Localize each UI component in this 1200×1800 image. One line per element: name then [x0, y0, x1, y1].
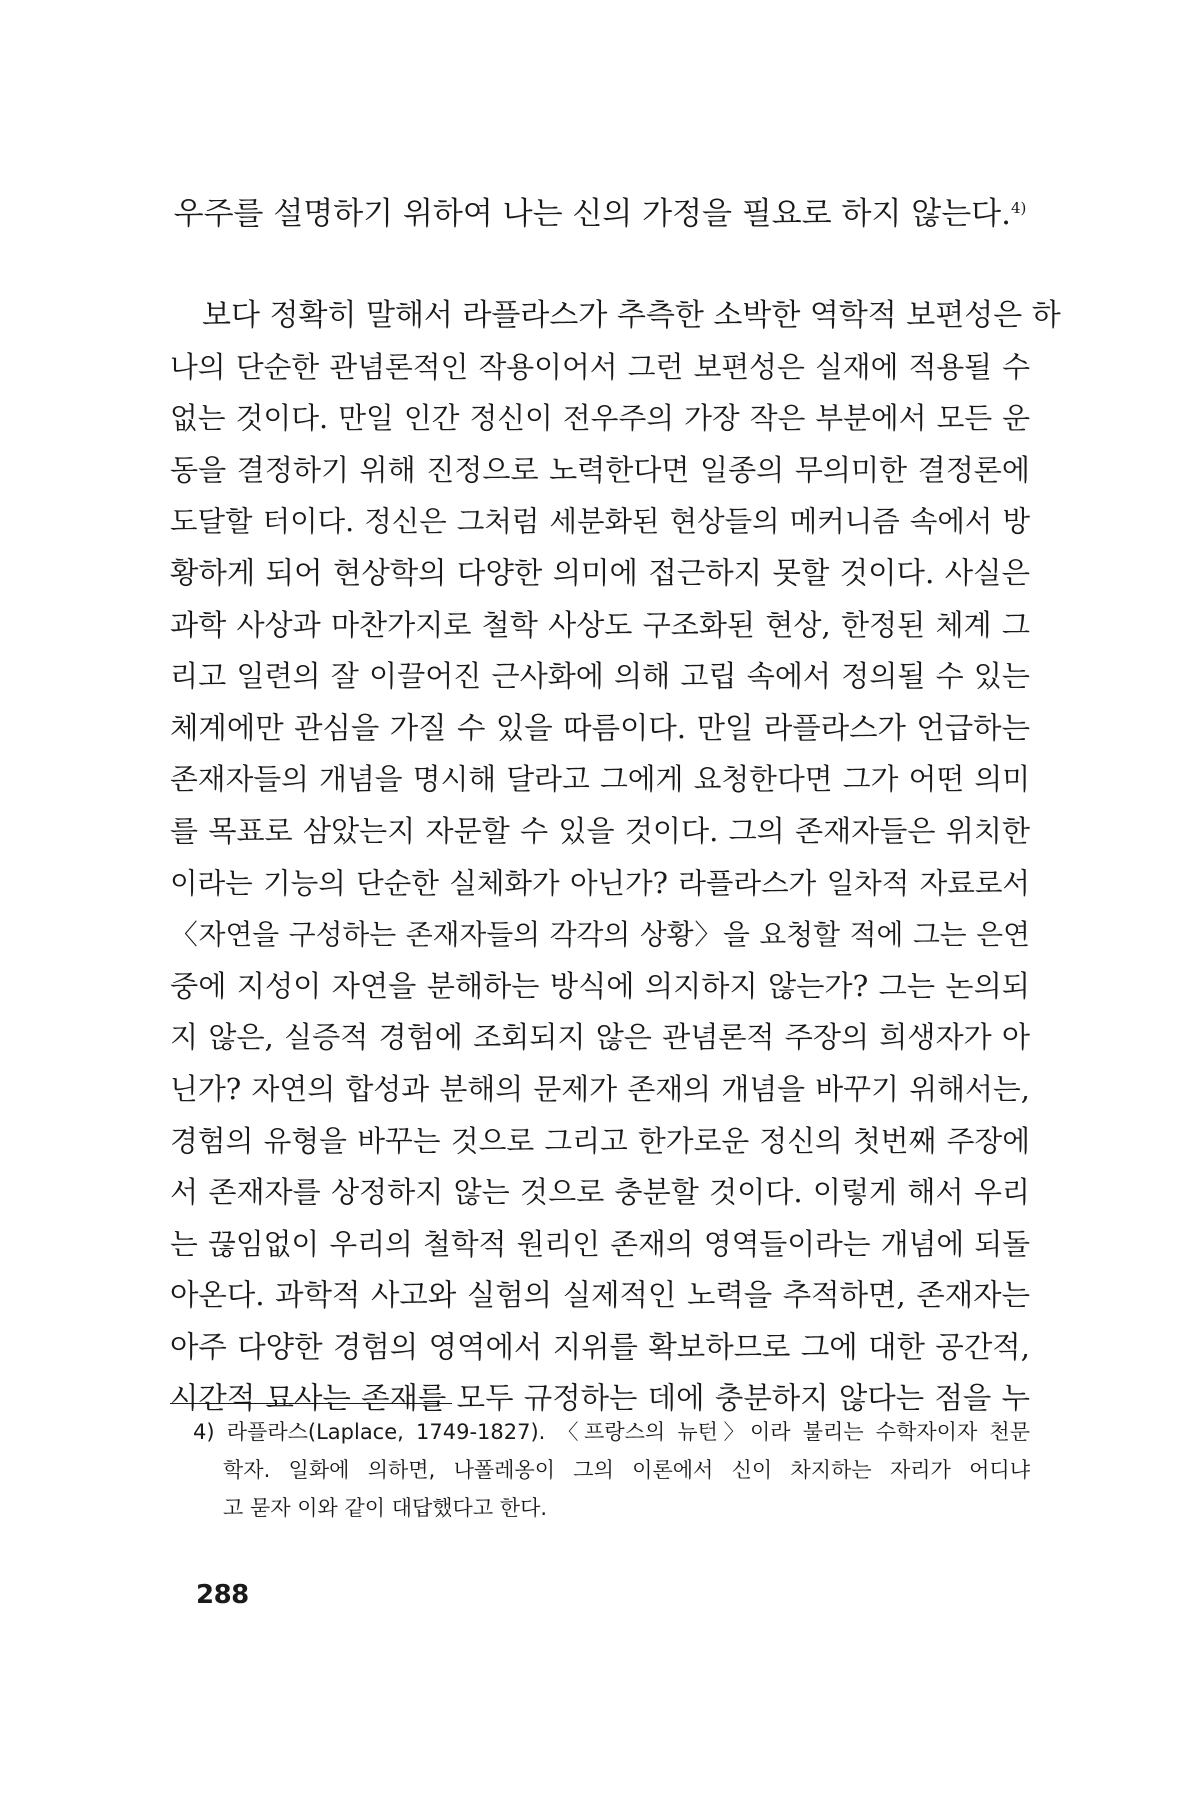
body-line: 황하게 되어 현상학의 다양한 의미에 접근하지 못할 것이다. 사실은 [170, 555, 1030, 590]
body-line: 서 존재자를 상정하지 않는 것으로 충분할 것이다. 이렇게 해서 우리 [170, 1175, 1030, 1210]
footnote-reference: 4) [1010, 199, 1027, 217]
epigraph-quote [170, 192, 1030, 236]
body-line: 경험의 유형을 바꾸는 것으로 그리고 한가로운 정신의 첫번째 주장에 [170, 1123, 1030, 1158]
footnote [193, 1413, 1030, 1527]
footnote-line: 4) 라플라스(Laplace, 1749-1827). 〈프랑스의 뉴턴〉이라 불리는 수학자이자 천문 [193, 1420, 1030, 1444]
body-line: 보다 정확히 말해서 라플라스가 추측한 소박한 역학적 보편성은 하 [202, 298, 1061, 333]
body-line: 지 않은, 실증적 경험에 조회되지 않은 관념론적 주장의 희생자가 아 [170, 1020, 1030, 1055]
body-line: 존재자들의 개념을 명시해 달라고 그에게 요청한다면 그가 어떤 의미 [170, 762, 1030, 797]
body-line: 과학 사상과 마찬가지로 철학 사상도 구조화된 현상, 한정된 체계 그 [170, 607, 1030, 642]
body-line: 이라는 기능의 단순한 실체화가 아닌가? 라플라스가 일차적 자료로서 [170, 865, 1030, 900]
body-line: 리고 일련의 잘 이끌어진 근사화에 의해 고립 속에서 정의될 수 있는 [170, 659, 1030, 694]
body-line: 도달할 터이다. 정신은 그처럼 세분화된 현상들의 메커니즘 속에서 방 [170, 505, 1030, 539]
body-line: 없는 것이다. 만일 인간 정신이 전우주의 가장 작은 부분에서 모든 운 [170, 401, 1030, 436]
body-line: 체계에만 관심을 가질 수 있을 따름이다. 만일 라플라스가 언급하는 [170, 710, 1030, 745]
body-text [170, 290, 1061, 1425]
body-line: 나의 단순한 관념론적인 작용이어서 그런 보편성은 실재에 적용될 수 [170, 349, 1030, 384]
footnote-divider [170, 1403, 452, 1404]
body-line: 시간적 묘사는 존재를 모두 규정하는 데에 충분하지 않다는 점을 누 [170, 1381, 1030, 1416]
body-line: 중에 지성이 자연을 분해하는 방식에 의지하지 않는가? 그는 논의되 [170, 968, 1030, 1003]
page-number: 288 [196, 1580, 249, 1610]
body-line: 를 목표로 삼았는지 자문할 수 있을 것이다. 그의 존재자들은 위치한 [170, 813, 1030, 848]
body-line: 〈자연을 구성하는 존재자들의 각각의 상황〉을 요청할 적에 그는 은연 [170, 918, 1030, 952]
footnote-line: 고 묻자 이와 같이 대답했다고 한다. [223, 1496, 548, 1520]
body-line: 아온다. 과학적 사고와 실험의 실제적인 노력을 추적하면, 존재자는 [170, 1278, 1030, 1313]
quote-text: 우주를 설명하기 위하여 나는 신의 가정을 필요로 하지 않는다. [173, 196, 1011, 232]
body-line: 닌가? 자연의 합성과 분해의 문제가 존재의 개념을 바꾸기 위해서는, [170, 1071, 1030, 1106]
body-line: 는 끊임없이 우리의 철학적 원리인 존재의 영역들이라는 개념에 되돌 [170, 1226, 1030, 1261]
body-line: 동을 결정하기 위해 진정으로 노력한다면 일종의 무의미한 결정론에 [170, 452, 1030, 487]
footnote-line: 학자. 일화에 의하면, 나폴레옹이 그의 이론에서 신이 차지하는 자리가 어디냐 [223, 1458, 1030, 1482]
body-line: 아주 다양한 경험의 영역에서 지위를 확보하므로 그에 대한 공간적, [170, 1329, 1030, 1364]
